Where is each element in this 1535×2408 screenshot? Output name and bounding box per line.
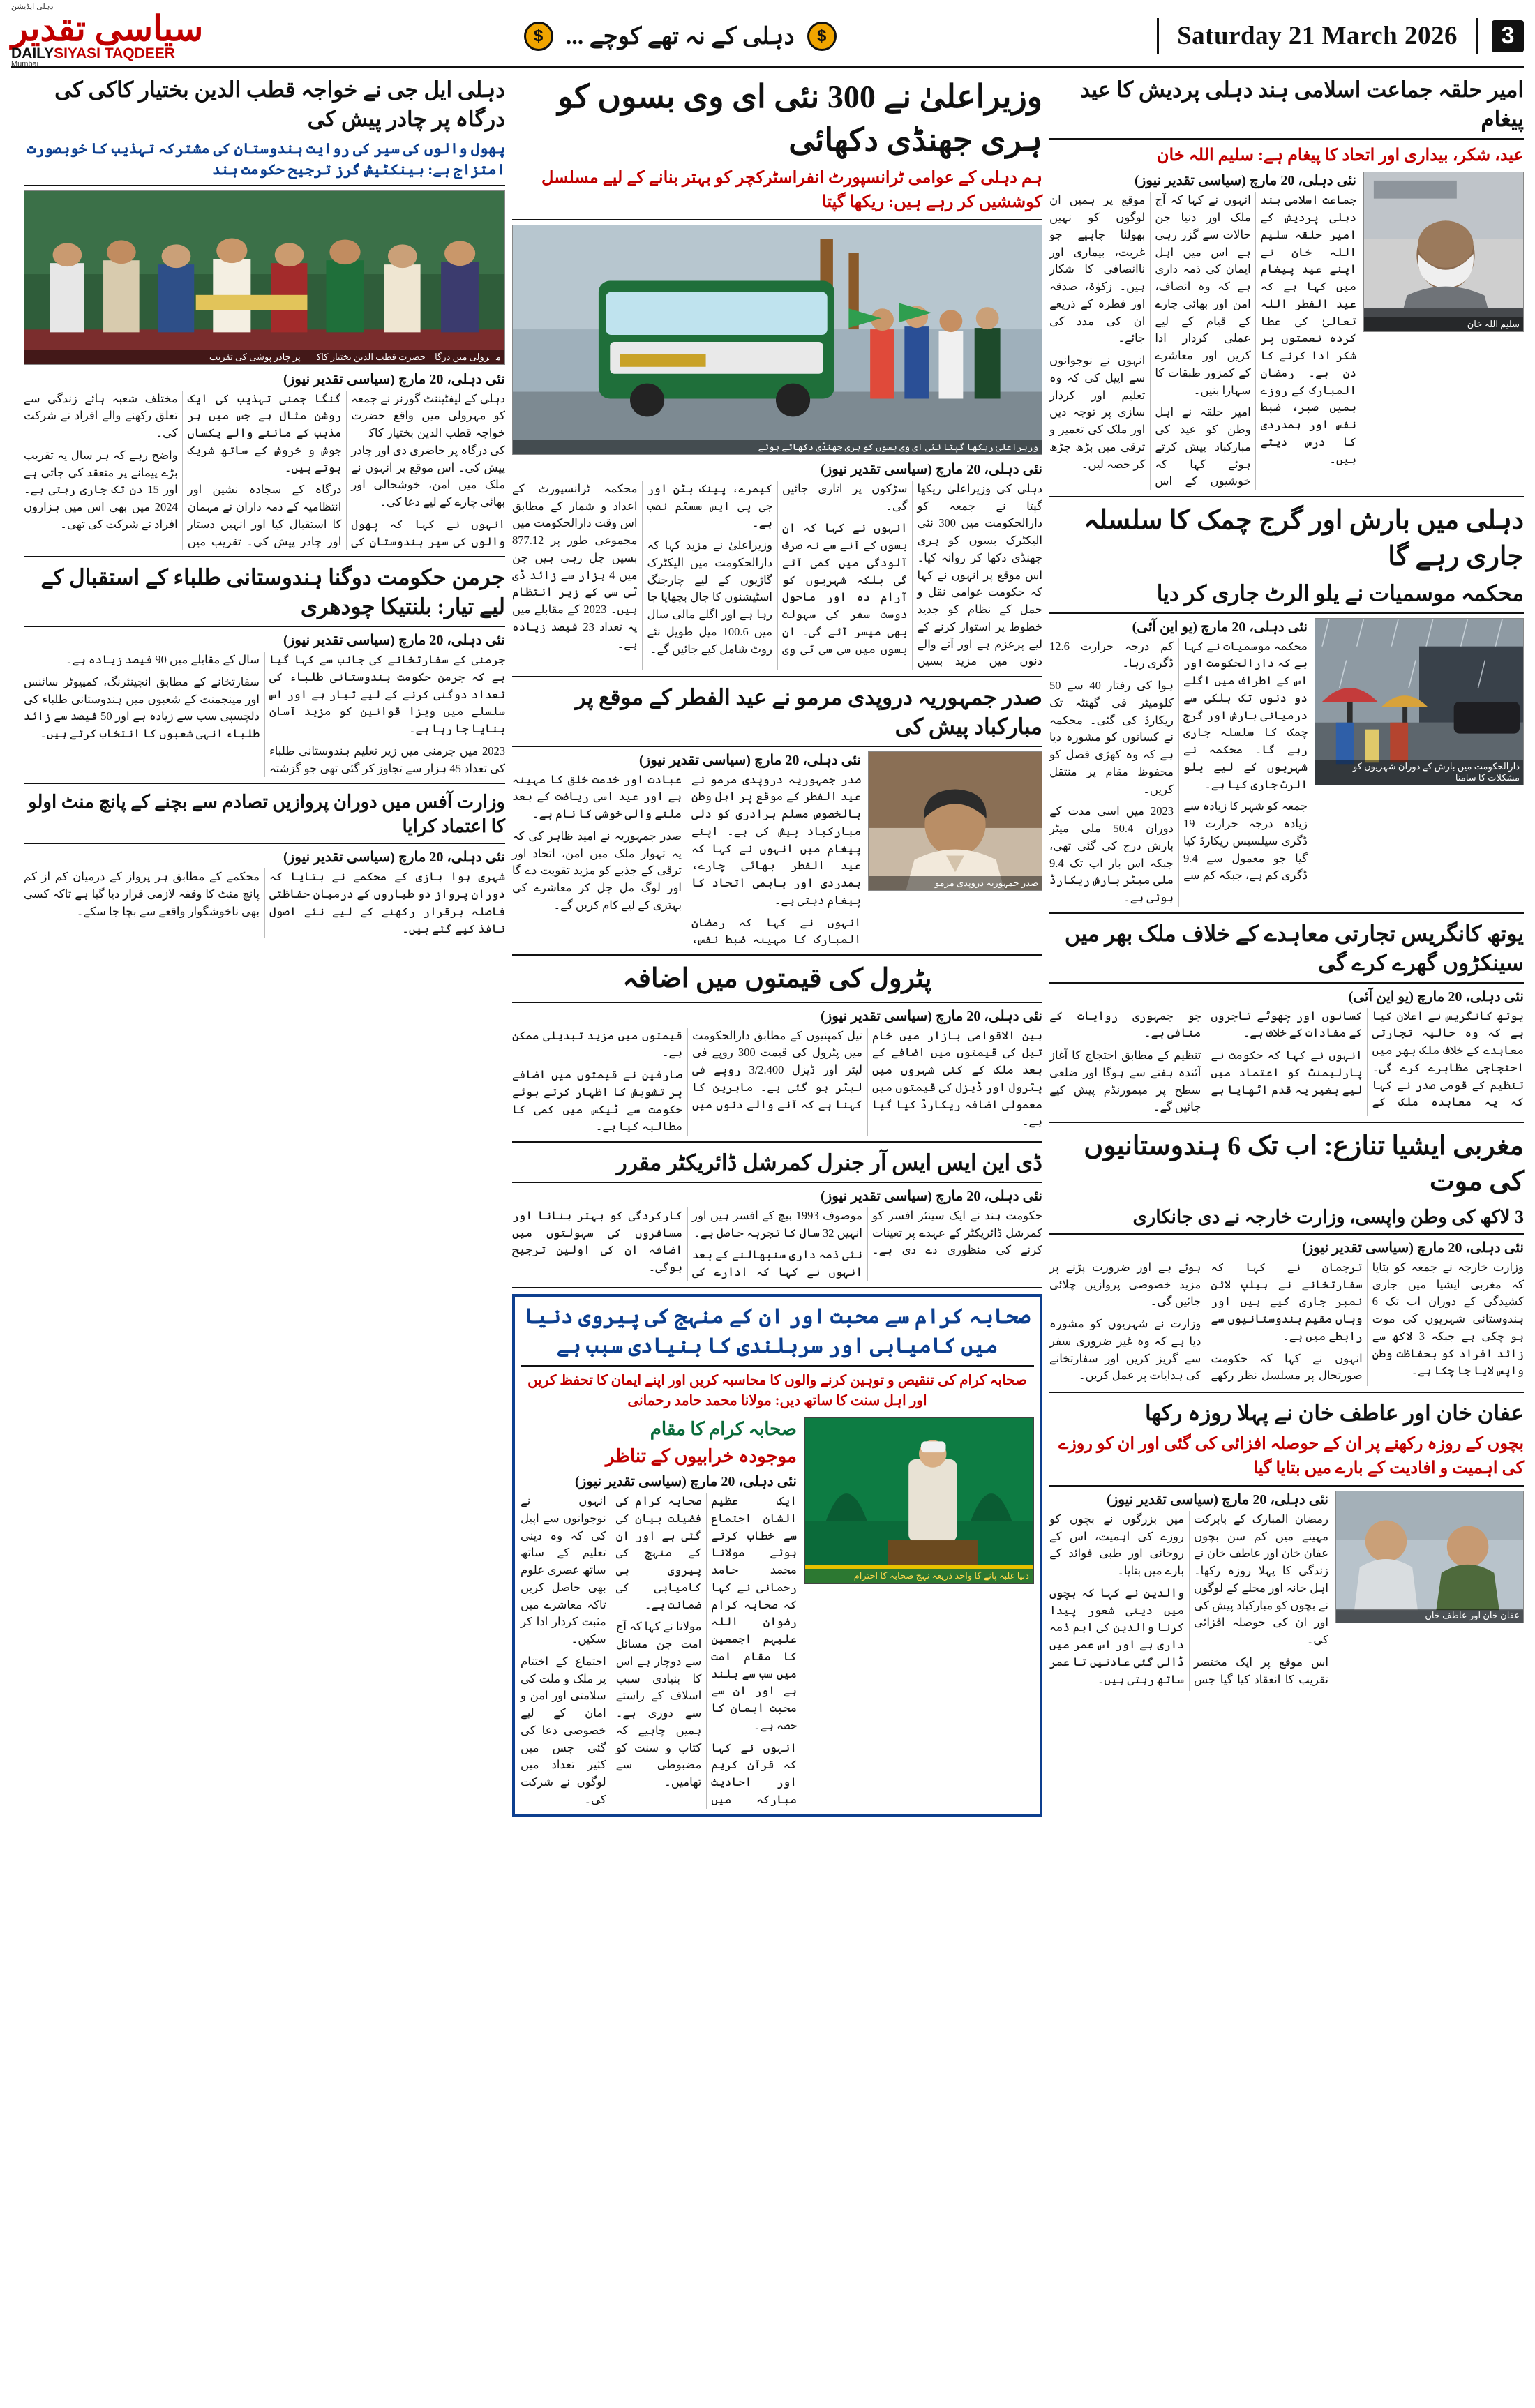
paragraph: انہوں نے کہا کہ آج ملک اور دنیا جن حالات سے گزر رہی ہے اس میں اہل ایمان کی ذمہ داری ہے کہ وہ انصاف، امن اور بھائی چارے کے قیام کے لیے عملی کردار ادا کریں اور معاشرے کے کمزور طبقات کا سہارا بنیں۔ (1155, 193, 1251, 397)
article-dargah-photo (24, 190, 505, 365)
paragraph: محکمے کے مطابق ہر پرواز کے درمیان کم از کم پانچ منٹ کا وقفہ لازمی قرار دیا گیا ہے تاکہ کسی بھی ناخوشگوار واقعے سے بچا جا سکے۔ (24, 870, 260, 918)
divider (512, 746, 1042, 747)
paragraph: سفارتخانے کے مطابق انجینئرنگ، کمپیوٹر سائنس اور مینجمنٹ کے شعبوں میں ہندوستانی طلباء کی دلچسپی سب سے زیادہ ہے اور 50 فیصد سے زائد طلباء انہی شعبوں کا انتخاب کرتے ہیں۔ (24, 675, 260, 740)
article-ameer-subhead: عید، شکر، بیداری اور اتحاد کا پیغام ہے: سلیم اللہ خان (1156, 146, 1524, 165)
article-bus-photo (512, 225, 1042, 455)
divider (521, 1365, 1034, 1367)
paragraph: محکمہ موسمیات نے کہا ہے کہ دارالحکومت اور اس کے اطراف میں اگلے دو دنوں تک ہلکی سے درمیانی بارش اور گرج چمک کا سلسلہ جاری رہے گا۔ محکمہ نے شہریوں کے لیے یلو الرٹ جاری کیا ہے۔ (1183, 639, 1308, 791)
paragraph: والدین نے کہا کہ بچوں میں دینی شعور پیدا کرنا والدین کی اہم ذمہ داری ہے اور اس عمر میں ڈالی گئی عادتیں تا عمر ساتھ رہتی ہیں۔ (1049, 1586, 1184, 1686)
article-dg-dateline: نئی دہلی، 20 مارچ (سیاسی تقدیر نیوز) (820, 1188, 1042, 1204)
article-dg-headline: ڈی این ایس ایس آر جنرل کمرشل ڈائریکٹر مقرر (616, 1150, 1042, 1175)
paragraph: دہلی کی وزیراعلیٰ ریکھا گپتا نے جمعہ کو دارالحکومت میں 300 نئی الیکٹرک بسوں کو ہری جھنڈی دکھا کر روانہ کیا۔ اس موقع پر انہوں نے کہا کہ حکومت عوامی نقل و حمل کے نظام کو جدید خطوط پر استوار کرنے کے لیے پرعزم ہے اور آنے والے دنوں میں مزید بسیں سڑکوں پر اتاری جائیں گی۔ (782, 481, 1043, 668)
article-germany-body (24, 652, 505, 777)
paragraph: تنظیم کے مطابق احتجاج کا آغاز آئندہ ہفتے سے ہوگا اور ضلعی سطح پر میمورنڈم پیش کیے جائیں گے۔ (1049, 1048, 1201, 1114)
paragraph: محکمہ ٹرانسپورٹ کے اعداد و شمار کے مطابق اس وقت دارالحکومت میں مجموعی طور پر 877.12 بسیں چل رہی ہیں جن میں 4 ہزار سے زائد ڈی ٹی سی کے زیر انتظام ہیں۔ 2023 کے مقابلے میں یہ تعداد 23 فیصد زیادہ ہے۔ (512, 481, 638, 651)
feature-dateline: نئی دہلی، 20 مارچ (سیاسی تقدیر نیوز) (574, 1474, 797, 1490)
masthead (11, 3, 1524, 68)
paragraph: نئی ذمہ داری سنبھالنے کے بعد انہوں نے کہا کہ ادارے کی کارکردگی کو بہتر بنانا اور مسافروں کی سہولتوں میں اضافہ ان کی اولین ترجیح ہوگی۔ (512, 1208, 862, 1279)
divider (512, 219, 1042, 220)
logo-edition: دہلی ایڈیشن (11, 3, 54, 11)
logo-urdu-name: سیاسی تقدیر (11, 9, 204, 48)
paragraph: رمضان المبارک کے بابرکت مہینے میں کم سن بچوں عفان خان اور عاطف خان نے زندگی کا پہلا روزہ رکھا۔ اہل خانہ اور محلے کے لوگوں نے بچوں کو مبارکباد پیش کی اور ان کی حوصلہ افزائی کی۔ (1194, 1512, 1328, 1647)
article-ameer-photo (1363, 172, 1524, 332)
paragraph: انہوں نے کہا کہ پھول والوں کی سیر ہندوستان کی گنگا جمنی تہذیب کی ایک روشن مثال ہے جس میں ہر مذہب کے ماننے والے یکساں جوش و خروش کے ساتھ شریک ہوتے ہیں۔ (187, 391, 505, 548)
feature-sahaba-box (512, 1294, 1042, 1817)
feature-banner-sub: موجودہ خرابیوں کے تناظر (605, 1445, 797, 1466)
divider (1049, 612, 1524, 614)
article-president-dateline: نئی دہلی، 20 مارچ (سیاسی تقدیر نیوز) (638, 752, 861, 768)
paragraph: تیل کمپنیوں کے مطابق دارالحکومت میں پٹرول کی قیمت 300 روپے فی لیٹر اور ڈیزل 3/2.400 روپے فی لیٹر ہو گئی ہے۔ ماہرین کا کہنا ہے کہ آنے والے دنوں میں قیمتوں میں مزید تبدیلی ممکن ہے۔ (512, 1028, 862, 1111)
divider (24, 843, 505, 844)
article-children-body (1049, 1511, 1328, 1691)
photo-dargah-ceremony (24, 191, 504, 364)
photo-bus-flagoff (513, 225, 1042, 454)
paragraph: جماعت اسلامی ہند دہلی پردیش کے امیر حلقہ سلیم اللہ خان نے اپنے عید پیغام میں کہا ہے کہ عید الفطر اللہ تعالیٰ کی عطا کردہ نعمتوں پر شکر ادا کرنے کا دن ہے۔ رمضان المبارک کے روزے ہمیں صبر، ضبط نفس اور ہمدردی کا درس دیتے ہیں۔ (1260, 193, 1356, 466)
column-left (24, 75, 505, 2377)
paragraph: ترجمان نے کہا کہ سفارتخانے نے ہیلپ لائن نمبر جاری کیے ہیں اور وہاں مقیم ہندوستانیوں سے رابطے میں ہے۔ (1211, 1260, 1363, 1343)
photo-caption: عفان خان اور عاطف خان (1336, 1609, 1523, 1623)
article-asia-headline: مغربی ایشیا تنازع: اب تک 6 ہندوستانیوں کی موت (1084, 1131, 1524, 1197)
article-rain-dateline: نئی دہلی، 20 مارچ (یو این آئی) (1132, 619, 1308, 635)
paragraph: امیر حلقہ نے اہل وطن کو عید کی مبارکباد پیش کرتے ہوئے کہا کہ خوشیوں کے اس موقع پر ہمیں ان لوگوں کو نہیں بھولنا چاہیے جو غربت، بیماری اور ناانصافی کا شکار ہیں۔ زکوٰۃ، صدقہ اور فطرہ کے ذریعے ان کی مدد کی جائے۔ (1049, 193, 1251, 488)
coin-icon-left: $ (524, 22, 553, 51)
coin-icon-right: $ (807, 22, 837, 51)
paragraph: انہوں نے کہا کہ حکومت نے پارلیمنٹ کو اعتماد میں لیے بغیر یہ قدم اٹھایا ہے جو جمہوری روایات کے منافی ہے۔ (1049, 1009, 1363, 1097)
divider (24, 626, 505, 627)
paragraph: واضح رہے کہ ہر سال یہ تقریب بڑے پیمانے پر منعقد کی جاتی ہے اور 15 دن تک جاری رہتی ہے۔ 2024 میں بھی اس میں ہزاروں افراد نے شرکت کی تھی۔ (24, 448, 178, 531)
page-number: 3 (1492, 20, 1524, 52)
article-congress-body (1049, 1008, 1524, 1117)
paragraph: جرمنی کے سفارتخانے کی جانب سے کہا گیا ہے کہ جرمن حکومت ہندوستانی طلباء کی تعداد دوگنی کرنے کے لیے تیار ہے اور اس سلسلے میں ویزا قوانین کو مزید آسان بنایا جا رہا ہے۔ (269, 653, 505, 735)
article-dg-body (512, 1207, 1042, 1281)
paragraph: ہوا کی رفتار 40 سے 50 کلومیٹر فی گھنٹہ تک ریکارڈ کی گئی۔ محکمہ نے کسانوں کو مشورہ دیا ہے کہ وہ کھڑی فصل کو محفوظ مقام پر منتقل کریں۔ (1049, 679, 1174, 796)
article-west-asia (1049, 1129, 1524, 1393)
article-president-body (512, 772, 861, 949)
paragraph: یوتھ کانگریس نے اعلان کیا ہے کہ وہ حالیہ تجارتی معاہدے کے خلاف ملک بھر میں احتجاجی مظاہرے کرے گی۔ تنظیم کے قومی صدر نے کہا کہ یہ معاہدہ ملک کے کسانوں اور چھوٹے تاجروں کے مفادات کے خلاف ہے۔ (1211, 1009, 1524, 1109)
article-children-subhead: بچوں کے روزہ رکھنے پر ان کے حوصلہ افزائی کی گئی اور ان کو روزے کی اہمیت و افادیت کے بارے میں بتایا گیا (1058, 1435, 1524, 1478)
paragraph: انہوں نے نوجوانوں سے اپیل کی کہ وہ تعلیم اور کردار سازی پر توجہ دیں اور ملک کی تعمیر و ترقی میں بڑھ چڑھ کر حصہ لیں۔ (1049, 354, 1146, 471)
article-ameer-jamaat (1049, 75, 1524, 497)
paragraph: اس موقع پر ایک مختصر تقریب کا انعقاد کیا گیا جس میں بزرگوں نے بچوں کو روزے کی اہمیت، اس کے روحانی اور طبی فوائد کے بارے میں بتایا۔ (1049, 1512, 1328, 1686)
article-rain-body (1049, 638, 1308, 907)
paragraph: دہلی کے لیفٹیننٹ گورنر نے جمعہ کو مہرولی میں واقع حضرت خواجہ قطب الدین بختیار کاکیؒ کی درگاہ پر حاضری دی اور چادر پیش کی۔ اس موقع پر انہوں نے ملک میں امن، خوشحالی اور بھائی چارے کے لیے دعا کی۔ (351, 391, 505, 509)
article-bus-subhead: ہم دہلی کے عوامی ٹرانسپورٹ انفراسٹرکچر کو بہتر بنانے کے لیے مسلسل کوششیں کر رہے ہیں: ریکھا گپتا (541, 169, 1042, 211)
article-president-headline: صدر جمہوریہ دروپدی مرمو نے عید الفطر کے موقع پر مبارکباد پیش کی (575, 685, 1042, 739)
article-bus-dateline: نئی دہلی، 20 مارچ (سیاسی تقدیر نیوز) (820, 461, 1042, 477)
article-congress-headline: یوتھ کانگریس تجارتی معاہدے کے خلاف ملک بھر میں سینکڑوں گھرے کرے گی (1064, 921, 1524, 975)
article-dargah-headline: دہلی ایل جی نے خواجہ قطب الدین بختیار کاکی کی درگاہ پر چادر پیش کی (54, 77, 505, 131)
paragraph: جمعہ کو شہر کا زیادہ سے زیادہ درجہ حرارت 19 ڈگری سیلسیس ریکارڈ کیا گیا جو معمول سے 9.4 ڈگری کم ہے، جبکہ کم سے کم درجہ حرارت 12.6 ڈگری رہا۔ (1049, 639, 1308, 882)
paragraph: انہوں نے کہا کہ قرآن کریم اور احادیث مبارکہ میں صحابہ کرام کی فضیلت بیان کی گئی ہے اور ان کے منہج کی پیروی ہی کامیابی کی ضمانت ہے۔ (615, 1494, 797, 1806)
article-germany-students (24, 563, 505, 784)
paragraph: انہوں نے نوجوانوں سے اپیل کی کہ وہ دینی تعلیم کے ساتھ ساتھ عصری علوم بھی حاصل کریں تاکہ معاشرے میں مثبت کردار ادا کر سکیں۔ (521, 1494, 606, 1646)
article-bus-headline: وزیراعلیٰ نے 300 نئی ای وی بسوں کو ہری جھنڈی دکھائی (557, 79, 1042, 158)
paragraph: حکومت ہند نے ایک سینئر افسر کو کمرشل ڈائریکٹر کے عہدے پر تعینات کرنے کی منظوری دے دی ہے۔ موصوف 1993 بیچ کے افسر ہیں اور انہیں 32 سال کا تجربہ حاصل ہے۔ (692, 1208, 1042, 1257)
masthead-tagline: دہلی کے نہ تھے کوچے ... (565, 24, 795, 50)
photo-portrait-salim (1364, 172, 1523, 331)
paragraph: مولانا نے کہا کہ آج امت جن مسائل سے دوچار ہے اس کا بنیادی سبب اسلاف کے راستے سے دوری ہے۔ ہمیں چاہیے کہ کتاب و سنت کو مضبوطی سے تھامیں۔ (615, 1620, 702, 1789)
paragraph: وزارت نے شہریوں کو مشورہ دیا ہے کہ وہ غیر ضروری سفر سے گریز کریں اور سفارتخانے کی ہدایات پر عمل کریں۔ (1049, 1317, 1201, 1383)
logo-latin (11, 46, 203, 61)
feature-body (521, 1493, 797, 1809)
photo-president-murmu (869, 752, 1042, 890)
article-ministry-dateline: نئی دہلی، 20 مارچ (سیاسی تقدیر نیوز) (283, 850, 505, 866)
article-president-greeting (512, 683, 1042, 956)
paragraph: وزیراعلیٰ نے مزید کہا کہ دارالحکومت میں الیکٹرک گاڑیوں کے لیے چارجنگ اسٹیشنوں کا جال بچھایا جا رہا ہے اور اگلے مالی سال میں 100.6 میل طویل نئے روٹ شامل کیے جائیں گے۔ (647, 539, 772, 656)
photo-caption: صدر جمہوریہ دروپدی مرمو (869, 876, 1042, 890)
article-petrol-dateline: نئی دہلی، 20 مارچ (سیاسی تقدیر نیوز) (820, 1008, 1042, 1024)
article-president-photo (868, 751, 1042, 891)
article-ameer-dateline: نئی دہلی، 20 مارچ (سیاسی تقدیر نیوز) (1134, 173, 1356, 189)
photo-caption: دارالحکومت میں بارش کے دوران شہریوں کو مشکلات کا سامنا (1315, 760, 1523, 785)
paragraph: وزارت خارجہ نے جمعہ کو بتایا کہ مغربی ایشیا میں جاری کشیدگی کے دوران اب تک 6 ہندوستانی شہریوں کی موت ہو چکی ہے جبکہ 3 لاکھ سے زائد افراد کو بحفاظت وطن واپس لایا جا چکا ہے۔ (1372, 1260, 1524, 1378)
page-content (11, 75, 1524, 2377)
article-asia-subhead: 3 لاکھ کی وطن واپسی، وزارت خارجہ نے دی جانکاری (1132, 1206, 1524, 1227)
feature-subhead: صحابہ کرام کی تنقیص و توہین کرنے والوں کا محاسبہ کریں اور اپنے ایمان کا تحفظ کریں اور اہل سنت کا ساتھ دیں: مولانا محمد حامد رحمانی (527, 1372, 1027, 1408)
paragraph: 2023 میں جرمنی میں زیر تعلیم ہندوستانی طلباء کی تعداد 45 ہزار سے تجاوز کر گئی تھی جو گزشتہ سال کے مقابلے میں 90 فیصد زیادہ ہے۔ (65, 653, 505, 775)
paragraph: 2023 میں اسی مدت کے دوران 50.4 ملی میٹر بارش درج کی گئی تھی، جبکہ اس بار اب تک 9.4 ملی میٹر بارش ریکارڈ ہوئی ہے۔ (1049, 804, 1174, 905)
logo-city: Mumbai (11, 60, 39, 68)
article-rain-photo (1315, 618, 1524, 785)
article-dargah-body (24, 391, 505, 551)
photo-caption: مہرولی میں درگاہ حضرت قطب الدین بختیار کاکیؒ پر چادر پوشی کی تقریب (24, 350, 504, 364)
feature-banner-strip: دنیا غلبہ پانے کا واحد ذریعہ نہج صحابہ کا احترام (805, 1569, 1033, 1583)
logo-daily: DAILY (11, 45, 54, 61)
paragraph: صدر جمہوریہ دروپدی مرمو نے عید الفطر کے موقع پر اہل وطن بالخصوص مسلم برادری کو دلی مبارکباد پیش کی ہے۔ اپنے پیغام میں انہوں نے کہا کہ عید الفطر بھائی چارے، ہمدردی اور باہمی اتحاد کا پیغام دیتی ہے۔ (691, 772, 861, 907)
article-ameer-headline: امیر حلقہ جماعت اسلامی ہند دہلی پردیش کا عید پیغام (1080, 77, 1524, 131)
article-congress-dateline: نئی دہلی، 20 مارچ (یو این آئی) (1348, 988, 1524, 1004)
photo-caption: سلیم اللہ خان (1364, 317, 1523, 331)
logo-name: SIYASI TAQDEER (54, 45, 175, 61)
paragraph: ایک عظیم الشان اجتماع سے خطاب کرتے ہوئے مولانا محمد حامد رحمانی نے کہا کہ صحابہ کرام رضوان اللہ علیہم اجمعین کا مقام امت میں سب سے بلند ہے اور ان سے محبت ایمان کا حصہ ہے۔ (711, 1494, 797, 1732)
column-middle (512, 75, 1042, 2377)
divider (512, 1182, 1042, 1183)
paragraph: صدر جمہوریہ نے امید ظاہر کی کہ یہ تہوار ملک میں امن، اتحاد اور ترقی کے جذبے کو مزید تقویت دے گا اور لوگ مل جل کر معاشرے کی بہتری کے لیے کام کریں گے۔ (512, 829, 682, 912)
divider (1049, 138, 1524, 140)
masthead-center (203, 22, 1157, 51)
divider (24, 185, 505, 186)
divider (1049, 1233, 1524, 1235)
article-ev-buses (512, 75, 1042, 677)
paragraph: اجتماع کے اختتام پر ملک و ملت کی سلامتی اور امن و امان کے لیے خصوصی دعا کی گئی جس میں کثیر تعداد میں لوگوں نے شرکت کی۔ (521, 1654, 606, 1806)
masthead-date: Saturday 21 March 2026 (1157, 18, 1478, 54)
article-germany-dateline: نئی دہلی، 20 مارچ (سیاسی تقدیر نیوز) (283, 633, 505, 648)
masthead-left (1157, 18, 1524, 54)
article-dargah-dateline: نئی دہلی، 20 مارچ (سیاسی تقدیر نیوز) (283, 371, 505, 387)
article-asia-body (1049, 1259, 1524, 1387)
article-dargah-chadar (24, 75, 505, 557)
paragraph: صارفین نے قیمتوں میں اضافے پر تشویش کا اظہار کرتے ہوئے حکومت سے ٹیکس میں کمی کا مطالبہ کیا ہے۔ (512, 1068, 682, 1134)
article-youth-congress (1049, 919, 1524, 1123)
article-ameer-body (1049, 192, 1356, 490)
article-children-dateline: نئی دہلی، 20 مارچ (سیاسی تقدیر نیوز) (1106, 1491, 1328, 1507)
paragraph: شہری ہوا بازی کے محکمے نے بتایا کہ دوران پرواز دو طیاروں کے درمیان حفاظتی فاصلہ برقرار رکھنے کے لیے نئے اصول نافذ کیے گئے ہیں۔ (269, 870, 505, 935)
article-children-photo (1335, 1491, 1524, 1623)
article-ministry-headline: وزارت آفس میں دوران پروازیں تصادم سے بچنے کے پانچ منٹ اولو کا اعتماد کرایا (28, 792, 505, 837)
article-dargah-subhead: پھول والوں کی سیر کی روایت ہندوستان کی مشترکہ تہذیب کا خوبصورت امتزاج ہے: بینکٹیش گرز ترجیح حکومت ہند (27, 140, 505, 179)
article-rain (1049, 503, 1524, 914)
photo-lecture-stage (805, 1418, 1033, 1583)
divider (512, 1002, 1042, 1003)
photo-caption: وزیراعلیٰ ریکھا گپتا نئی ای وی بسوں کو ہری جھنڈی دکھاتے ہوئے (513, 440, 1042, 454)
article-petrol-headline: پٹرول کی قیمتوں میں اضافہ (622, 964, 932, 994)
article-petrol-prices (512, 961, 1042, 1143)
paragraph: بین الاقوامی بازار میں خام تیل کی قیمتوں میں اضافے کے بعد ملک کے کئی شہروں میں پٹرول اور ڈیزل کی قیمتوں میں معمولی اضافہ ریکارڈ کیا گیا ہے۔ (872, 1028, 1042, 1129)
article-rain-headline: دہلی میں بارش اور گرج چمک کا سلسلہ جاری رہے گا (1084, 506, 1524, 571)
paragraph: درگاہ کے سجادہ نشین اور انتظامیہ کے ذمہ داران نے مہمان کا استقبال کیا اور انہیں دستار اور چادر پیش کی۔ تقریب میں مختلف شعبہ ہائے زندگی سے تعلق رکھنے والے افراد نے شرکت کی۔ (24, 391, 342, 548)
article-rain-subhead: محکمہ موسمیات نے یلو الرٹ جاری کر دیا (1156, 580, 1524, 605)
article-petrol-body (512, 1028, 1042, 1136)
feature-banner-title: صحابہ کرام کا مقام (650, 1418, 797, 1439)
article-germany-headline: جرمن حکومت دوگنا ہندوستانی طلباء کے استقبال کے لیے تیار: بلنتیکا چودھری (40, 565, 505, 619)
feature-photo (804, 1417, 1034, 1584)
feature-headline: صحابہ کرام سے محبت اور ان کے منہج کی پیروی دنیا میں کامیابی اور سربلندی کا بنیادی سبب ہے (524, 1304, 1031, 1357)
article-bus-body (512, 481, 1042, 670)
divider (1049, 1485, 1524, 1487)
paragraph: انہوں نے کہا کہ ان بسوں کے آنے سے نہ صرف آلودگی میں کمی آئے گی بلکہ شہریوں کو آرام دہ اور ماحول دوست سفر کی سہولت بھی میسر آئے گی۔ ان بسوں میں سی سی ٹی وی کیمرے، پینک بٹن اور جی پی ایس سسٹم نصب ہے۔ (647, 481, 908, 656)
article-dg-appointment (512, 1148, 1042, 1288)
masthead-logo (11, 3, 203, 68)
article-asia-dateline: نئی دہلی، 20 مارچ (سیاسی تقدیر نیوز) (1301, 1240, 1524, 1256)
article-ministry-body (24, 868, 505, 938)
article-children-headline: عفان خان اور عاطف خان نے پہلا روزہ رکھا (1144, 1401, 1524, 1426)
paragraph: انہوں نے کہا کہ رمضان المبارک کا مہینہ ضبط نفس، عبادت اور خدمت خلق کا مہینہ ہے اور عید اسی ریاضت کے بعد ملنے والی خوشی کا نام ہے۔ (512, 772, 861, 947)
article-ministry-aviation (24, 790, 505, 943)
divider (1049, 982, 1524, 984)
column-right (1049, 75, 1524, 2377)
photo-two-children (1336, 1491, 1523, 1623)
paragraph: انہوں نے کہا کہ حکومت صورتحال پر مسلسل نظر رکھے ہوئے ہے اور ضرورت پڑنے پر مزید خصوصی پروازیں چلائی جائیں گی۔ (1049, 1260, 1363, 1383)
article-children-fast (1049, 1399, 1524, 1696)
